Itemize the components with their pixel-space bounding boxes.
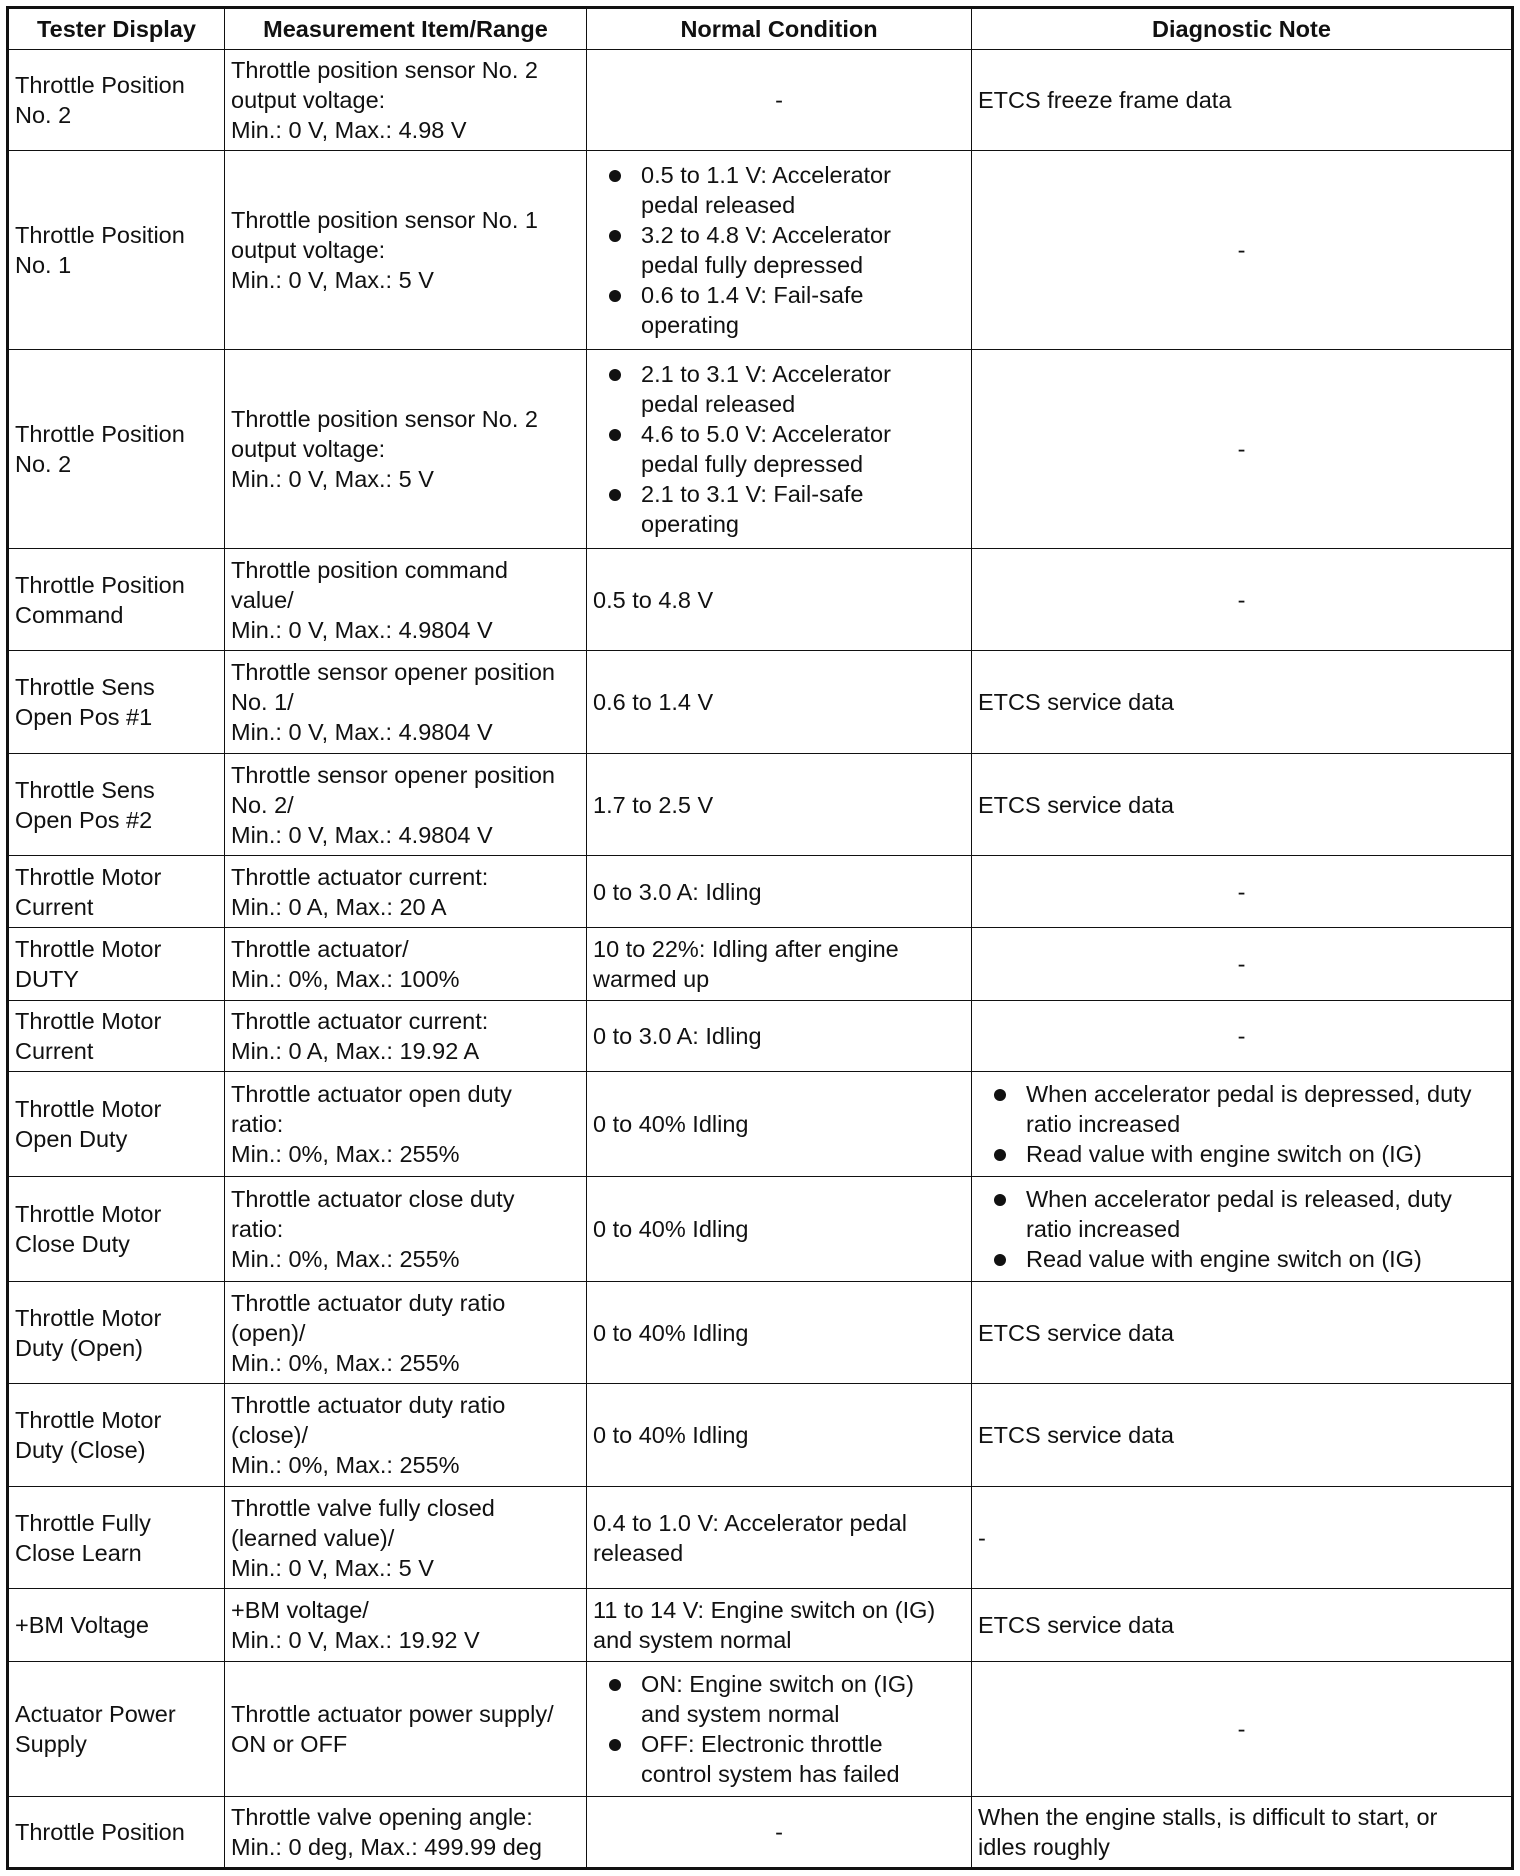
cell-tester-display <box>8 1001 225 1072</box>
table-row <box>8 1072 1513 1177</box>
text-line: released <box>593 1539 684 1566</box>
text-line: (open)/ <box>231 1319 306 1346</box>
text-line: Throttle valve opening angle: <box>231 1804 533 1830</box>
cell-diagnostic-note <box>972 651 1513 754</box>
text-line: operating <box>641 312 739 338</box>
bullet-item <box>641 359 965 419</box>
table-row <box>8 1797 1513 1869</box>
text-line: 0.6 to 1.4 V: Fail-safe <box>641 282 864 308</box>
cell-measurement-item <box>225 1177 587 1282</box>
text-line: ON or OFF <box>231 1731 348 1757</box>
text-line: pedal fully depressed <box>641 252 864 278</box>
cell-diagnostic-note <box>972 928 1513 1001</box>
cell-measurement-item <box>225 350 587 549</box>
text-line: 4.6 to 5.0 V: Accelerator <box>641 421 891 447</box>
data-list-table <box>6 6 1514 1870</box>
table-row <box>8 1589 1513 1662</box>
cell-diagnostic-note <box>972 754 1513 856</box>
cell-measurement-item <box>225 1487 587 1589</box>
text-line: Min.: 0 V, Max.: 4.9804 V <box>231 821 493 848</box>
text-line: - <box>978 1524 986 1551</box>
text-line: 0 to 40% Idling <box>593 1216 749 1242</box>
bullet-item <box>641 1669 965 1729</box>
bullet-item <box>1026 1184 1505 1244</box>
cell-measurement-item <box>225 1662 587 1797</box>
text-line: No. 1 <box>15 252 72 278</box>
cell-tester-display <box>8 1384 225 1487</box>
table-row <box>8 549 1513 651</box>
cell-measurement-item <box>225 651 587 754</box>
bullet-item <box>641 479 965 539</box>
text-line: 2.1 to 3.1 V: Accelerator <box>641 361 891 387</box>
cell-diagnostic-note <box>972 1177 1513 1282</box>
text-line: - <box>1237 878 1246 905</box>
text-line: Throttle actuator duty ratio <box>231 1392 506 1418</box>
text-line: pedal released <box>641 192 796 218</box>
text-line: Throttle position command <box>231 556 508 583</box>
cell-diagnostic-note <box>972 350 1513 549</box>
text-line: Throttle Motor <box>15 1304 162 1331</box>
cell-diagnostic-note <box>972 1072 1513 1177</box>
text-line: 3.2 to 4.8 V: Accelerator <box>641 222 891 248</box>
cell-tester-display <box>8 1487 225 1589</box>
bullet-dot-icon <box>994 1089 1006 1101</box>
bullet-list <box>593 160 965 340</box>
table-row <box>8 1177 1513 1282</box>
text-line: Throttle position sensor No. 2 <box>231 406 538 432</box>
bullet-item <box>641 1729 965 1789</box>
text-line: Throttle sensor opener position <box>231 659 555 685</box>
text-line: ON: Engine switch on (IG) <box>641 1671 914 1697</box>
text-line: No. 2 <box>15 451 72 477</box>
text-line: output voltage: <box>231 87 386 113</box>
text-line: Min.: 0 V, Max.: 4.9804 V <box>231 616 493 643</box>
cell-normal-condition <box>587 856 972 928</box>
text-line: Throttle actuator open duty <box>231 1081 512 1107</box>
text-line: - <box>775 1819 783 1845</box>
text-line: 1.7 to 2.5 V <box>593 791 714 818</box>
bullet-dot-icon <box>609 230 621 242</box>
cell-normal-condition <box>587 1072 972 1177</box>
text-line: Throttle Motor <box>15 1201 162 1227</box>
text-line: 2.1 to 3.1 V: Fail-safe <box>641 481 864 507</box>
text-line: +BM voltage/ <box>231 1597 369 1623</box>
text-line: Supply <box>15 1731 87 1757</box>
text-line: (learned value)/ <box>231 1524 395 1551</box>
table-row <box>8 651 1513 754</box>
text-line: Throttle Sens <box>15 776 155 803</box>
text-line: No. 1/ <box>231 689 294 715</box>
table-row <box>8 1487 1513 1589</box>
table-row <box>8 50 1513 151</box>
text-line: - <box>1237 237 1246 263</box>
cell-tester-display <box>8 1177 225 1282</box>
text-line: Min.: 0%, Max.: 255% <box>231 1452 460 1478</box>
text-line: pedal fully depressed <box>641 451 864 477</box>
cell-normal-condition <box>587 1589 972 1662</box>
cell-diagnostic-note <box>972 1001 1513 1072</box>
text-line: Throttle Motor <box>15 1407 162 1433</box>
text-line: ratio: <box>231 1216 284 1242</box>
text-line: 0 to 40% Idling <box>593 1422 749 1448</box>
text-line: control system has failed <box>641 1761 900 1787</box>
text-line: ratio increased <box>1026 1216 1181 1242</box>
text-line: Min.: 0%, Max.: 255% <box>231 1246 460 1272</box>
text-line: Min.: 0 V, Max.: 19.92 V <box>231 1627 480 1653</box>
text-line: Min.: 0 A, Max.: 19.92 A <box>231 1038 480 1064</box>
text-line: - <box>1237 951 1246 977</box>
cell-measurement-item <box>225 1797 587 1869</box>
cell-measurement-item <box>225 754 587 856</box>
text-line: Throttle sensor opener position <box>231 761 555 788</box>
cell-diagnostic-note <box>972 1662 1513 1797</box>
text-line: No. 2/ <box>231 791 294 818</box>
bullet-dot-icon <box>994 1194 1006 1206</box>
cell-measurement-item <box>225 1384 587 1487</box>
cell-tester-display <box>8 928 225 1001</box>
text-line: 0.5 to 4.8 V <box>593 586 714 613</box>
cell-normal-condition <box>587 50 972 151</box>
cell-diagnostic-note <box>972 1797 1513 1869</box>
text-line: - <box>1237 1716 1246 1742</box>
table-row <box>8 1662 1513 1797</box>
cell-tester-display <box>8 1662 225 1797</box>
bullet-dot-icon <box>609 489 621 501</box>
text-line: 0 to 3.0 A: Idling <box>593 878 762 905</box>
text-line: ETCS service data <box>978 1422 1174 1448</box>
header-diagnostic-note: Diagnostic Note <box>972 8 1513 50</box>
text-line: When the engine stalls, is difficult to start, or <box>978 1804 1438 1830</box>
text-line: Throttle actuator current: <box>231 863 489 890</box>
cell-measurement-item <box>225 50 587 151</box>
text-line: - <box>1237 1023 1246 1049</box>
cell-normal-condition <box>587 754 972 856</box>
text-line: Throttle actuator power supply/ <box>231 1701 554 1727</box>
bullet-item <box>641 419 965 479</box>
text-line: Throttle Motor <box>15 863 162 890</box>
text-line: output voltage: <box>231 237 386 263</box>
text-line: pedal released <box>641 391 796 417</box>
bullet-item <box>1026 1139 1505 1169</box>
header-tester-display: Tester Display <box>8 8 225 50</box>
cell-normal-condition <box>587 1662 972 1797</box>
table-row <box>8 1282 1513 1384</box>
text-line: Open Pos #2 <box>15 806 153 833</box>
header-normal-condition: Normal Condition <box>587 8 972 50</box>
cell-diagnostic-note <box>972 1282 1513 1384</box>
bullet-dot-icon <box>609 429 621 441</box>
cell-tester-display <box>8 1589 225 1662</box>
text-line: ETCS service data <box>978 1319 1174 1346</box>
text-line: 11 to 14 V: Engine switch on (IG) <box>593 1597 936 1623</box>
text-line: Throttle actuator close duty <box>231 1186 515 1212</box>
text-line: - <box>775 87 783 113</box>
cell-normal-condition <box>587 350 972 549</box>
text-line: 0.5 to 1.1 V: Accelerator <box>641 162 891 188</box>
bullet-item <box>1026 1079 1505 1139</box>
cell-normal-condition <box>587 1177 972 1282</box>
cell-measurement-item <box>225 549 587 651</box>
table-row <box>8 350 1513 549</box>
text-line: operating <box>641 511 739 537</box>
text-line: Throttle Motor <box>15 1008 162 1034</box>
cell-measurement-item <box>225 928 587 1001</box>
cell-tester-display <box>8 50 225 151</box>
cell-measurement-item <box>225 1001 587 1072</box>
text-line: ETCS service data <box>978 791 1174 818</box>
cell-tester-display <box>8 856 225 928</box>
text-line: Duty (Open) <box>15 1334 143 1361</box>
table-row <box>8 928 1513 1001</box>
cell-diagnostic-note <box>972 151 1513 350</box>
text-line: Throttle position sensor No. 1 <box>231 207 538 233</box>
text-line: Throttle Sens <box>15 674 155 700</box>
text-line: ETCS freeze frame data <box>978 87 1232 113</box>
text-line: Throttle position sensor No. 2 <box>231 57 538 83</box>
text-line: Throttle Position <box>15 571 185 598</box>
bullet-list <box>593 1669 965 1789</box>
cell-normal-condition <box>587 1384 972 1487</box>
text-line: ETCS service data <box>978 1612 1174 1638</box>
text-line: Throttle Motor <box>15 1096 162 1122</box>
text-line: 10 to 22%: Idling after engine <box>593 936 899 962</box>
text-line: Throttle Position <box>15 222 185 248</box>
cell-tester-display <box>8 350 225 549</box>
text-line: 0 to 40% Idling <box>593 1111 749 1137</box>
cell-diagnostic-note <box>972 1384 1513 1487</box>
bullet-item <box>641 280 965 340</box>
text-line: Throttle actuator current: <box>231 1008 489 1034</box>
cell-normal-condition <box>587 928 972 1001</box>
text-line: Throttle Position <box>15 1819 185 1845</box>
text-line: idles roughly <box>978 1834 1110 1860</box>
cell-normal-condition <box>587 549 972 651</box>
text-line: and system normal <box>641 1701 840 1727</box>
bullet-dot-icon <box>609 369 621 381</box>
bullet-list <box>978 1079 1505 1169</box>
table-row <box>8 754 1513 856</box>
cell-tester-display <box>8 1797 225 1869</box>
text-line: Min.: 0 A, Max.: 20 A <box>231 893 447 920</box>
bullet-dot-icon <box>609 1739 621 1751</box>
bullet-item <box>1026 1244 1505 1274</box>
text-line: Command <box>15 601 124 628</box>
text-line: 0.4 to 1.0 V: Accelerator pedal <box>593 1509 907 1536</box>
cell-tester-display <box>8 651 225 754</box>
text-line: Throttle actuator/ <box>231 936 409 962</box>
text-line: Current <box>15 1038 94 1064</box>
text-line: output voltage: <box>231 436 386 462</box>
text-line: Min.: 0 deg, Max.: 499.99 deg <box>231 1834 542 1860</box>
bullet-item <box>641 220 965 280</box>
table-body <box>8 50 1513 1869</box>
text-line: Open Duty <box>15 1126 128 1152</box>
text-line: Actuator Power <box>15 1701 176 1727</box>
text-line: ETCS service data <box>978 689 1174 715</box>
table-row <box>8 856 1513 928</box>
text-line: Throttle Position <box>15 421 185 447</box>
text-line: Throttle actuator duty ratio <box>231 1289 506 1316</box>
table-row <box>8 1001 1513 1072</box>
cell-tester-display <box>8 151 225 350</box>
text-line: Min.: 0%, Max.: 100% <box>231 966 460 992</box>
diagnostic-data-table-sheet <box>6 6 1511 1870</box>
header-measurement-item: Measurement Item/Range <box>225 8 587 50</box>
bullet-dot-icon <box>609 170 621 182</box>
cell-diagnostic-note <box>972 856 1513 928</box>
text-line: warmed up <box>593 966 710 992</box>
text-line: Current <box>15 893 94 920</box>
cell-normal-condition <box>587 1282 972 1384</box>
bullet-item <box>641 160 965 220</box>
text-line: 0.6 to 1.4 V <box>593 689 714 715</box>
text-line: Read value with engine switch on (IG) <box>1026 1141 1422 1167</box>
text-line: value/ <box>231 586 294 613</box>
cell-diagnostic-note <box>972 1487 1513 1589</box>
text-line: When accelerator pedal is released, duty <box>1026 1186 1452 1212</box>
text-line: Close Duty <box>15 1231 130 1257</box>
text-line: Min.: 0 V, Max.: 4.98 V <box>231 117 467 143</box>
text-line: OFF: Electronic throttle <box>641 1731 883 1757</box>
text-line: +BM Voltage <box>15 1612 149 1638</box>
cell-normal-condition <box>587 1797 972 1869</box>
cell-tester-display <box>8 1072 225 1177</box>
text-line: and system normal <box>593 1627 792 1653</box>
cell-normal-condition <box>587 1001 972 1072</box>
text-line: No. 2 <box>15 102 72 128</box>
bullet-list <box>593 359 965 539</box>
bullet-dot-icon <box>609 290 621 302</box>
cell-measurement-item <box>225 1282 587 1384</box>
text-line: Min.: 0%, Max.: 255% <box>231 1349 460 1376</box>
cell-tester-display <box>8 754 225 856</box>
text-line: (close)/ <box>231 1422 309 1448</box>
text-line: Min.: 0 V, Max.: 5 V <box>231 466 434 492</box>
text-line: - <box>1237 586 1246 613</box>
text-line: - <box>1237 436 1246 462</box>
bullet-dot-icon <box>994 1254 1006 1266</box>
cell-tester-display <box>8 1282 225 1384</box>
text-line: ratio increased <box>1026 1111 1181 1137</box>
text-line: ratio: <box>231 1111 284 1137</box>
text-line: Open Pos #1 <box>15 704 153 730</box>
text-line: Throttle Position <box>15 72 185 98</box>
cell-diagnostic-note <box>972 1589 1513 1662</box>
text-line: Min.: 0 V, Max.: 4.9804 V <box>231 719 493 745</box>
text-line: DUTY <box>15 966 79 992</box>
cell-normal-condition <box>587 151 972 350</box>
cell-normal-condition <box>587 651 972 754</box>
text-line: Throttle Motor <box>15 936 162 962</box>
text-line: Read value with engine switch on (IG) <box>1026 1246 1422 1272</box>
text-line: When accelerator pedal is depressed, duty <box>1026 1081 1472 1107</box>
text-line: 0 to 40% Idling <box>593 1319 749 1346</box>
cell-tester-display <box>8 549 225 651</box>
bullet-dot-icon <box>994 1149 1006 1161</box>
cell-normal-condition <box>587 1487 972 1589</box>
text-line: 0 to 3.0 A: Idling <box>593 1023 762 1049</box>
cell-measurement-item <box>225 1589 587 1662</box>
text-line: Min.: 0 V, Max.: 5 V <box>231 267 434 293</box>
cell-measurement-item <box>225 1072 587 1177</box>
bullet-dot-icon <box>609 1679 621 1691</box>
table-row <box>8 1384 1513 1487</box>
cell-measurement-item <box>225 151 587 350</box>
table-row <box>8 151 1513 350</box>
text-line: Min.: 0 V, Max.: 5 V <box>231 1554 434 1581</box>
text-line: Throttle valve fully closed <box>231 1494 495 1521</box>
text-line: Throttle Fully <box>15 1509 151 1536</box>
table-header-row <box>8 8 1513 50</box>
cell-diagnostic-note <box>972 549 1513 651</box>
text-line: Duty (Close) <box>15 1437 146 1463</box>
cell-diagnostic-note <box>972 50 1513 151</box>
bullet-list <box>978 1184 1505 1274</box>
cell-measurement-item <box>225 856 587 928</box>
text-line: Min.: 0%, Max.: 255% <box>231 1141 460 1167</box>
text-line: Close Learn <box>15 1539 142 1566</box>
